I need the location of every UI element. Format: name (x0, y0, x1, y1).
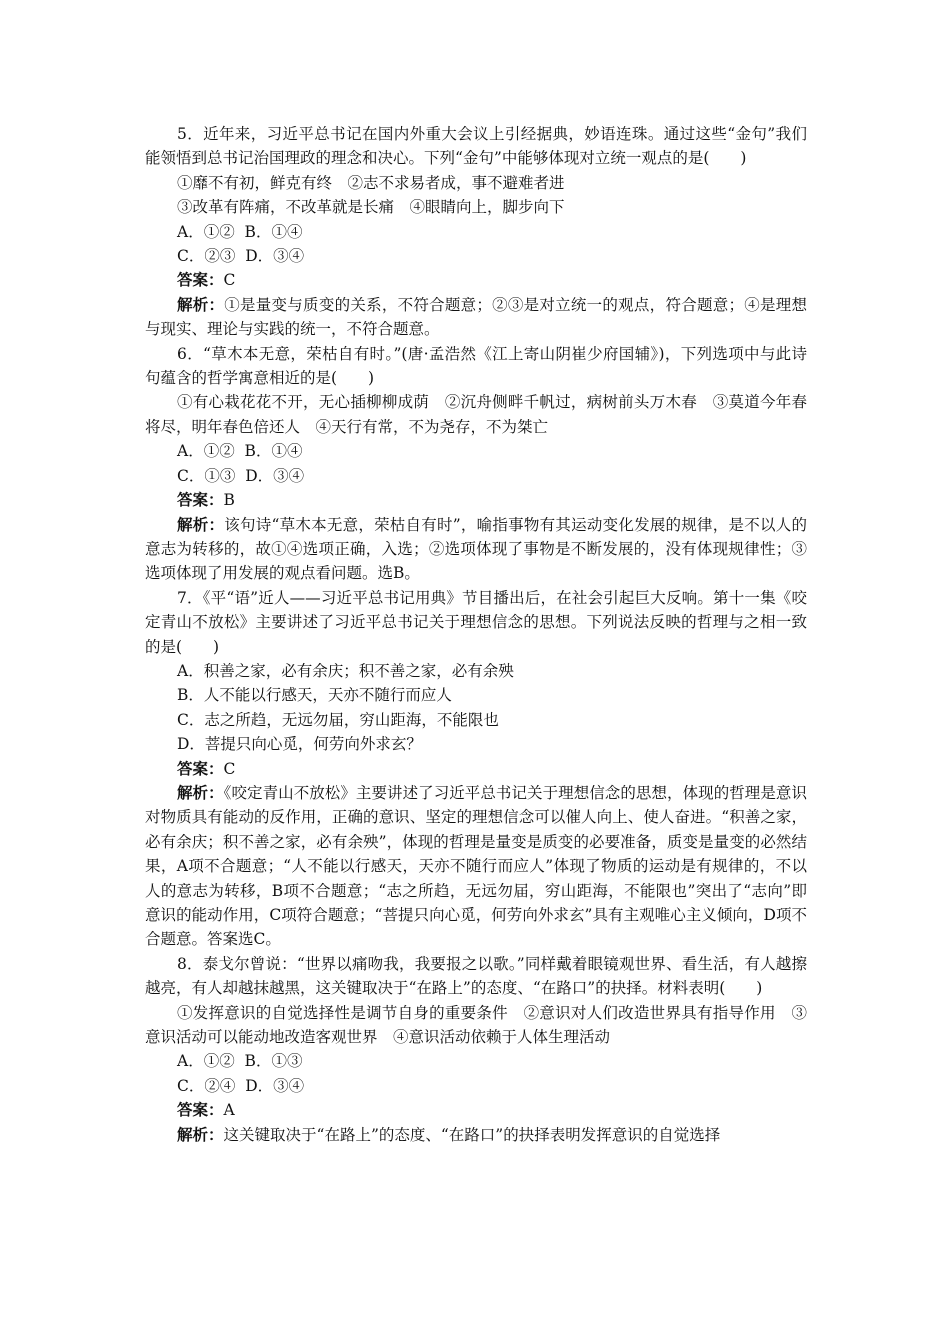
statement-line: ③改革有阵痛，不改革就是长痛 ④眼睛向上，脚步向下 (177, 198, 565, 217)
answer-value: C (223, 759, 236, 778)
option-line: C．①③ D．③④ (177, 466, 305, 485)
answer-value: C (223, 271, 236, 290)
question-stem: 8．泰戈尔曾说：“世界以痛吻我，我要报之以歌。”同样戴着眼镜观世界、看生活，有人越擦越亮，有人却越抹越黑，这关键取决于“在路上”的态度、“在路口”的抉择。材料表明( ) (145, 954, 807, 998)
answer-line (145, 488, 807, 512)
analysis-paragraph (145, 1123, 807, 1147)
answer-line (145, 268, 807, 292)
answer-value: A (223, 1101, 235, 1120)
option-line: D．菩提只向心觅，何劳向外求玄？ (177, 735, 422, 754)
question-stem: 5．近年来，习近平总书记在国内外重大会议上引经据典，妙语连珠。通过这些“金句”我们能领悟到总书记治国理政的理念和决心。下列“金句”中能够体现对立统一观点的是( ) (145, 125, 807, 168)
analysis-label: 解析： (177, 1124, 224, 1144)
analysis-label: 解析： (177, 294, 225, 314)
document-page (145, 122, 807, 1147)
answer-value: B (223, 491, 235, 510)
question-stem: 6．“草木本无意，荣枯自有时。”(唐·孟浩然《江上寄山阴崔少府国辅》)，下列选项中与此诗句蕴含的哲学寓意相近的是( ) (145, 344, 807, 388)
question-stem: 7．《平“语”近人——习近平总书记用典》节目播出后，在社会引起巨大反响。第十一集《咬定青山不放松》主要讲述了习近平总书记关于理想信念的思想。下列说法反映的哲理与之相一致的是( ) (145, 588, 807, 656)
analysis-paragraph (145, 781, 807, 952)
answer-label: 答案： (177, 758, 224, 778)
option-line: A．①② B．①③ (177, 1052, 303, 1071)
answer-label: 答案： (177, 490, 224, 510)
analysis-label: 解析： (177, 782, 224, 802)
question-6 (145, 342, 807, 586)
answer-line (145, 757, 807, 781)
option-line: A．积善之家，必有余庆；积不善之家，必有余殃 (177, 661, 514, 680)
answer-line (145, 1098, 807, 1122)
statement-line: ①靡不有初，鲜克有终 ②志不求易者成，事不避难者进 (177, 173, 565, 192)
statement-line: ①发挥意识的自觉选择性是调节自身的重要条件 ②意识对人们改造世界具有指导作用 ③意识活动可以能动地改造客观世界 ④意识活动依赖于人体生理活动 (145, 1003, 807, 1047)
option-line: C．②③ D．③④ (177, 247, 305, 266)
option-line: A．①② B．①④ (177, 442, 303, 461)
analysis-text: 《咬定青山不放松》主要讲述了习近平总书记关于理想信念的思想，体现的哲理是意识对物质具有能动的反作用，正确的意识、坚定的理想信念可以催人向上、使人奋进。“积善之家，必有余庆；积不善之家，必有余殃”，体现的哲理是量变是质变的必要准备，质变是量变的必然结果，A项不合题意；“人不能以行感天，天亦不随行而应人”体现了物质的运动是有规律的，不以人的意志为转移，B项不合题意；“志之所趋，无远勿届，穷山距海，不能限也”突出了“志向”即意识的能动作用，C项符合题意；“菩提只向心觅，何劳向外求玄”具有主观唯心主义倾向，D项不合题意。答案选C。 (145, 783, 807, 949)
question-8 (145, 952, 807, 1147)
analysis-text: ①是量变与质变的关系，不符合题意；②③是对立统一的观点，符合题意；④是理想与现实、理论与实践的统一，不符合题意。 (145, 295, 807, 339)
option-line: B．人不能以行感天，天亦不随行而应人 (177, 686, 452, 705)
answer-label: 答案： (177, 270, 224, 290)
option-line: C．②④ D．③④ (177, 1076, 305, 1095)
question-7 (145, 586, 807, 952)
analysis-paragraph (145, 513, 807, 586)
option-line: A．①② B．①④ (177, 222, 303, 241)
analysis-paragraph (145, 293, 807, 342)
option-line: C．志之所趋，无远勿届，穷山距海，不能限也 (177, 710, 499, 729)
statement-line: ①有心栽花花不开，无心插柳柳成荫 ②沉舟侧畔千帆过，病树前头万木春 ③莫道今年春将尽，明年春色倍还人 ④天行有常，不为尧存，不为桀亡 (145, 393, 807, 436)
analysis-text: 该句诗“草木本无意，荣枯自有时”，喻指事物有其运动变化发展的规律，是不以人的意志为转移的，故①④选项正确，入选；②选项体现了事物是不断发展的，没有体现规律性；③选项体现了用发展的观点看问题。选B。 (145, 515, 807, 583)
answer-label: 答案： (177, 1100, 224, 1120)
analysis-label: 解析： (177, 514, 225, 534)
analysis-text: 这关键取决于“在路上”的态度、“在路口”的抉择表明发挥意识的自觉选择 (223, 1125, 721, 1144)
question-5 (145, 122, 807, 342)
